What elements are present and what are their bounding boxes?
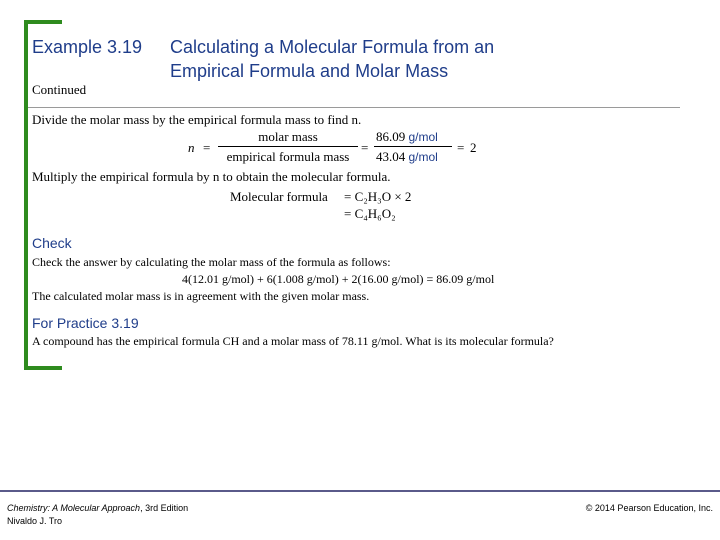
title-line-1: Calculating a Molecular Formula from an <box>170 37 495 57</box>
eq1-fraction-bar-2 <box>374 146 452 147</box>
eq1-n: n <box>188 140 195 155</box>
divider <box>28 107 680 108</box>
eq1-value-num <box>376 129 438 145</box>
eq2-label: Molecular formula <box>230 189 328 204</box>
check-line-2: 4(12.01 g/mol) + 6(1.008 g/mol) + 2(16.00 g/mol) = 86.09 g/mol <box>182 272 495 286</box>
step-divide: Divide the molar mass by the empirical formula mass to find n. <box>32 112 362 127</box>
title-line-2: Empirical Formula and Molar Mass <box>170 61 449 81</box>
practice-text: A compound has the empirical formula CH and a molar mass of 78.11 g/mol. What is its molecular formula? <box>32 334 554 348</box>
eq1-value-den <box>376 149 438 165</box>
eq2-line-1: = C₂H₃O × 2 <box>344 189 412 204</box>
eq1-equals: = <box>203 140 211 155</box>
footer-copyright: © 2014 Pearson Education, Inc. <box>585 503 713 513</box>
eq1-num-value: 86.09 <box>376 129 406 144</box>
eq1-result: 2 <box>470 140 477 155</box>
check-line-1: Check the answer by calculating the molar mass of the formula as follows: <box>32 255 391 269</box>
eq1-numerator-label: molar mass <box>258 129 318 144</box>
eq1-den-value: 43.04 <box>376 149 406 164</box>
eq2-line-2: = C₄H₆O₂ <box>344 206 396 221</box>
practice-heading: For Practice 3.19 <box>32 315 139 331</box>
green-bracket-bottom <box>24 366 62 370</box>
eq1-equals-3: = <box>457 140 465 155</box>
example-title <box>32 35 494 59</box>
eq1-fraction-bar <box>218 146 358 147</box>
example-number: Example 3.19 <box>32 37 143 57</box>
footer-edition: , 3rd Edition <box>140 503 189 513</box>
eq1-den-unit: g/mol <box>408 150 438 164</box>
footer-author: Nivaldo J. Tro <box>7 516 63 526</box>
check-line-3: The calculated molar mass is in agreement with the given molar mass. <box>32 289 370 303</box>
footer-rule <box>0 490 720 492</box>
eq1-num-unit: g/mol <box>408 130 438 144</box>
green-bracket-top <box>24 20 62 24</box>
footer-book <box>7 503 188 513</box>
eq1-equals-2: = <box>361 140 369 155</box>
footer-book-title: Chemistry: A Molecular Approach <box>7 503 141 513</box>
green-bracket-side <box>24 20 28 370</box>
continued-label: Continued <box>32 82 87 97</box>
check-heading: Check <box>32 235 72 251</box>
eq1-denominator-label: empirical formula mass <box>226 149 350 164</box>
step-multiply: Multiply the empirical formula by n to obtain the molecular formula. <box>32 169 391 184</box>
